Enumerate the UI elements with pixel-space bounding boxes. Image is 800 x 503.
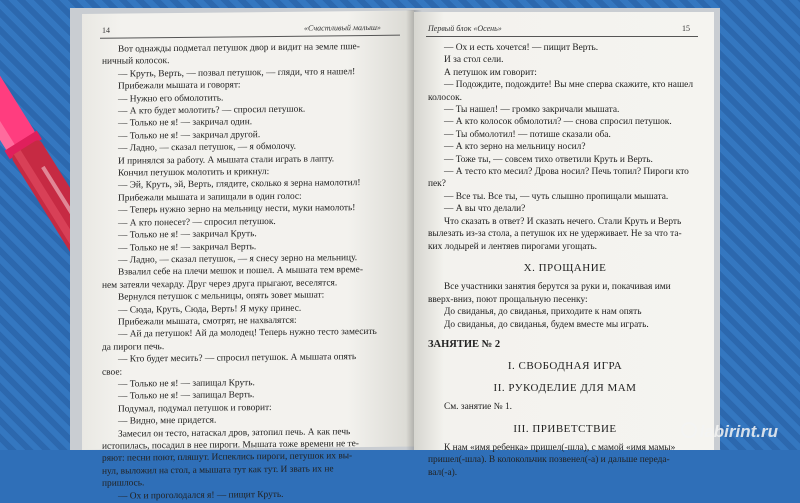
text-line: нул, выложил на стол, а мышата тут как тут. И звать их не (102, 464, 334, 477)
text-line: Кончил петушок молотить и крикнул: (118, 167, 270, 179)
text-line: нем затеяли чехарду. Друг через друга прыгают, веселятся. (102, 278, 338, 291)
text-line: ничный колосок. (102, 56, 170, 68)
running-title-right: Первый блок «Осень» (428, 24, 502, 33)
left-page-text (102, 41, 402, 503)
text-line: И принялся за работу. А мышата стали играть в лапту. (118, 154, 335, 167)
text-line: Прибежали мышата, смотрят, не нахвалятся: (118, 315, 297, 328)
text-line: — Видно, мне придется. (118, 415, 217, 427)
section-heading: I. СВОБОДНАЯ ИГРА (507, 360, 623, 373)
text-line: — Все ты. Все ты, — чуть слышно пропищали мышата. (444, 191, 669, 202)
header-rule-left (100, 35, 400, 39)
text-line: — Ох и есть хочется! — пищит Верть. (444, 43, 599, 53)
text-line: Все участники занятия берутся за руки и, покачивая ими (444, 282, 671, 293)
text-line: пек? (428, 179, 446, 190)
watermark (681, 422, 778, 442)
page-number-left: 14 (102, 25, 110, 35)
text-line: — Ох и проголодался я! — пищит Круть. (118, 489, 284, 502)
text-line: — Нужно его обмолотить. (118, 93, 224, 105)
text-line: — А кто понесет? — спросил петушок. (118, 216, 276, 229)
text-line: — Сюда, Круть, Сюда, Верть! Я муку принес. (118, 303, 302, 316)
text-line: — А тесто кто месил? Дрова носил? Печь топил? Пироги кто (444, 167, 689, 178)
text-line: свое: (102, 367, 123, 378)
text-line: — Только не я! — запищал Круть. (118, 378, 255, 390)
text-line: См. занятие № 1. (444, 402, 513, 413)
text-line: — Кто будет месить? — спросил петушок. А мышата опять (118, 352, 357, 365)
text-line: Что сказать в ответ? И сказать нечего. Стали Круть и Верть (444, 216, 682, 227)
lesson-heading: ЗАНЯТИЕ № 2 (428, 338, 501, 350)
text-line: — Круть, Верть, — позвал петушок, — гляди, что я нашел! (118, 66, 356, 80)
text-line: — Ты обмолотил! — потише сказали оба. (444, 129, 611, 140)
right-page-text (428, 42, 702, 479)
text-line: — Подождите, подождите! Вы мне сперва скажите, кто нашел (444, 80, 694, 91)
text-line: К нам «имя ребенка» пришел(-шла), с мамой «имя мамы» (444, 442, 676, 453)
section-heading: III. ПРИВЕТСТВИЕ (513, 422, 617, 435)
text-line: — Тоже ты, — совсем тихо ответили Круть и Верть. (444, 154, 653, 165)
text-line: — Только не я! — закричал один. (118, 117, 253, 130)
text-line: Вот однажды подметал петушок двор и видит на земле пше- (118, 42, 360, 55)
page-number-right: 15 (682, 24, 690, 33)
text-line: Подумал, подумал петушок и говорит: (118, 402, 272, 415)
section-heading: II. РУКОДЕЛИЕ ДЛЯ МАМ (493, 381, 637, 394)
text-line: пришлось. (102, 478, 145, 490)
text-line: Прибежали мышата и запищали в один голос: (118, 191, 302, 204)
text-line: вылезать из-за стола, а петушок их не удерживает. Не за что та- (428, 229, 682, 240)
text-line: истопилась, посадил в нее пироги. Мышата тоже времени не те- (102, 439, 359, 452)
text-line: колосок. (428, 92, 462, 103)
text-line: — Теперь нужно зерно на мельницу нести, муки намолоть! (118, 203, 356, 216)
text-line: ких лодырей и лентяев пирогами угощать. (428, 241, 597, 252)
right-page (414, 12, 714, 478)
text-line: да пироги печь. (102, 341, 165, 353)
running-title-left: «Счастливый малыш» (304, 22, 381, 33)
text-line: — А вы что делали? (444, 204, 526, 215)
header-rule-right (426, 36, 698, 37)
text-line: До свиданья, до свиданья, приходите к нам опять (444, 307, 642, 318)
text-line: — Ты нашел! — громко закричали мышата. (444, 105, 620, 116)
text-line: — Ай да петушок! Ай да молодец! Теперь нужно тесто замесить (118, 327, 377, 340)
text-line: — А кто будет молотить? — спросил петушок. (118, 104, 306, 117)
text-line: вал(-а). (428, 467, 458, 478)
text-line: — А кто зерно на мельницу носил? (444, 142, 586, 153)
text-line: вверх-вниз, поют прощальную песенку: (428, 294, 588, 305)
text-line: И за стол сели. (444, 55, 504, 66)
text-line: — Только не я! — закричал другой. (118, 129, 261, 142)
text-line: — Эй, Круть, эй, Верть, глядите, сколько я зерна намолотил! (118, 178, 361, 192)
text-line: До свиданья, до свиданья, будем вместе мы играть. (444, 319, 649, 330)
text-line: — Ладно, — сказал петушок, — я снесу зерно на мельницу. (118, 253, 358, 266)
text-line: — Только не я! — закричал Круть. (118, 229, 257, 241)
text-line: пришел(-шла). В колокольчик позвенел(-а) и дальше переда- (428, 455, 670, 466)
labirint-logo-icon (681, 422, 697, 438)
section-heading: X. ПРОЩАНИЕ (523, 261, 607, 274)
text-line: — Только не я! — запищал Верть. (118, 390, 255, 402)
text-line: — Только не я! — закричал Верть. (118, 241, 257, 254)
text-line: Прибежали мышата и говорят: (118, 80, 241, 92)
text-line: Взвалил себе на плечи мешок и пошел. А мышата тем време- (118, 265, 363, 278)
text-line: А петушок им говорит: (444, 67, 537, 78)
text-line: — Ладно, — сказал петушок, — я обмолочу. (118, 142, 296, 154)
text-line: — А кто колосок обмолотил? — снова спросил петушок. (444, 117, 672, 128)
watermark-text: labirint.ru (699, 422, 778, 441)
text-line: ряют: песни поют, пляшут. Испеклись пироги, петушок их вы- (102, 451, 353, 465)
left-page (82, 11, 414, 502)
text-line: Вернулся петушок с мельницы, опять зовет мышат: (118, 290, 325, 303)
text-line: Замесил он тесто, натаскал дров, затопил печь. А как печь (118, 426, 351, 440)
